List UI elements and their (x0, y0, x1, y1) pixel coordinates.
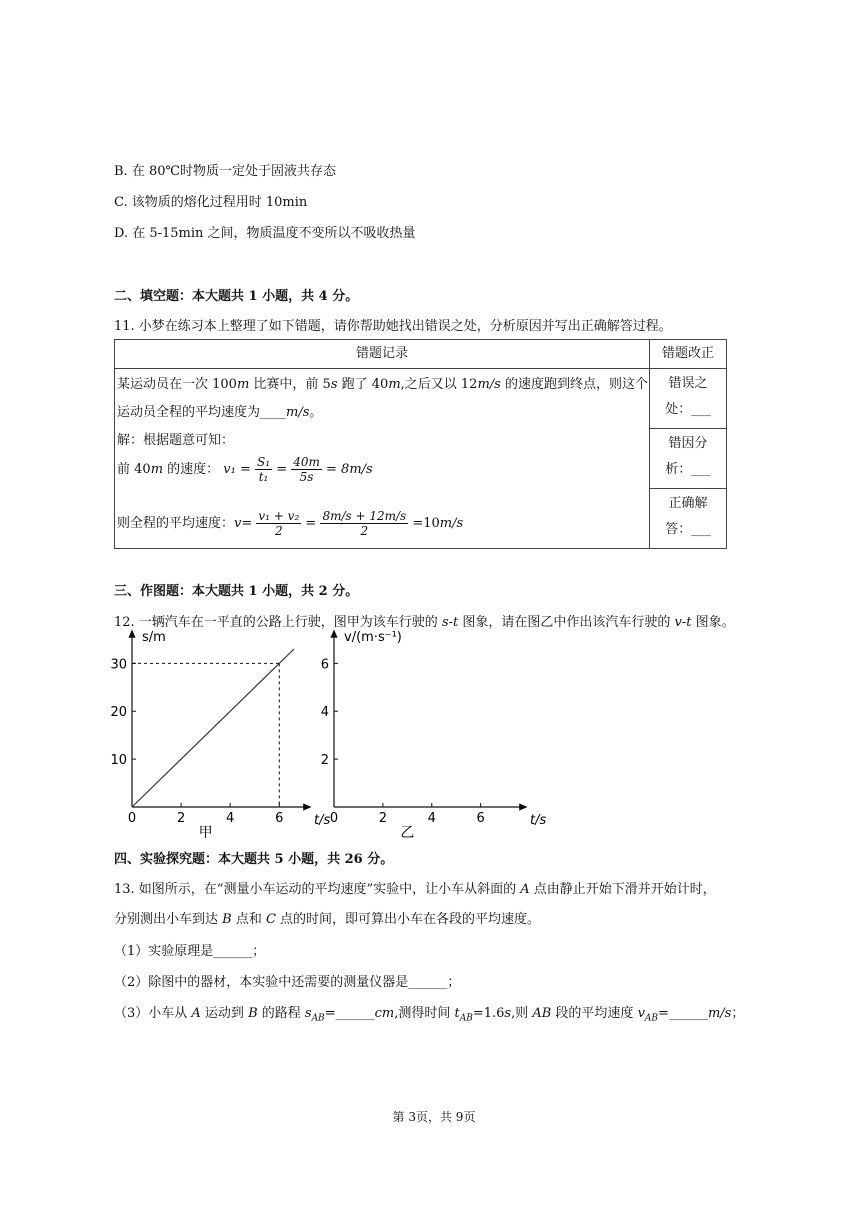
chart-st-graph (110, 630, 330, 841)
record-line-3: 解：根据题意可知： (117, 433, 235, 448)
q13-part-3: （3）小车从 A 运动到 B 的路程 $s_{AB}=\_\_\_\_\_\_cm$,测得时间 $t_{AB}=1.6s$,则 AB 段的平均速度 $v_{AB}=\_\_\_\_\_\_m/s$； (114, 1006, 745, 1024)
y-tick-label: 4 (320, 705, 329, 721)
fraction-s1-t1: $\frac{\text{S₁}}{\text{t₁}}$ (257, 455, 271, 484)
y-tick-label: 10 (110, 753, 127, 769)
y-tick-label: 20 (110, 705, 127, 721)
y-tick-label: 2 (320, 753, 329, 769)
x-tick-label: 2 (176, 811, 186, 826)
section-heading-experiment: 四、实验探究题：本大题共 5 小题，共 26 分。 (114, 852, 394, 867)
q12-stem: 12. 一辆汽车在一平直的公路上行驶，图甲为该车行驶的 s-t 图象，请在图乙中作出该汽车行驶的 v-t 图象。 (114, 615, 735, 630)
x-tick-label: 0 (329, 811, 339, 826)
x-tick-label: 6 (476, 811, 485, 826)
correction-error-location: 错误之 处：___ (650, 369, 727, 429)
page-footer: 第 3页，共 9页 (392, 1110, 476, 1124)
table-header-record: 错题记录 (115, 340, 650, 369)
series-line (132, 649, 294, 807)
record-line-5: 则全程的平均速度：v= $\frac{\text{v₁ + v₂}}{2}$ = $\frac{8m/s + 12m/s}{2}$ =10m/s (117, 509, 464, 538)
v1-symbol: v₁ = (223, 462, 251, 477)
chart-caption: 乙 (400, 825, 415, 841)
y-axis-label: s/m (142, 630, 166, 645)
q13-stem-line-2: 分别测出小车到达 B 点和 C 点的时间，即可算出小车在各段的平均速度。 (114, 912, 541, 927)
fraction-sum-2: $\frac{8m/s + 12m/s}{2}$ (322, 509, 407, 538)
section-heading-drawing: 三、作图题：本大题共 1 小题，共 2 分。 (114, 584, 359, 599)
correction-error-cause: 错因分 析：___ (650, 429, 727, 489)
record-line-2: 运动员全程的平均速度为____m/s。 (117, 405, 323, 420)
q13-part-1: （1）实验原理是______； (114, 944, 266, 959)
q13-part-2: （2）除图中的器材，本实验中还需要的测量仪器是______； (114, 975, 461, 990)
x-tick-label: 4 (226, 811, 235, 826)
y-tick-label: 30 (110, 657, 127, 673)
fraction-v1v2-2: $\frac{\text{v₁ + v₂}}{2}$ (258, 509, 300, 538)
record-line-4: 前 40m 的速度： v₁ = $\frac{\text{S₁}}{\text{t₁}}$ = $\frac{40m}{5s}$ = 8m/s (117, 455, 373, 484)
option-c: C. 该物质的熔化过程用时 10min (114, 195, 308, 210)
section-heading-fill-in: 二、填空题：本大题共 1 小题，共 4 分。 (114, 289, 359, 304)
table-header-correction: 错题改正 (650, 340, 727, 369)
correction-correct-answer: 正确解 答：___ (650, 489, 727, 549)
q13-stem-line-1: 13. 如图所示，在“测量小车运动的平均速度”实验中，让小车从斜面的 A 点由静止开始下滑并开始计时， (114, 882, 716, 897)
x-tick-label: 4 (427, 811, 436, 826)
fraction-40m-5s: $\frac{40m}{5s}$ (293, 455, 320, 484)
chart-caption: 甲 (198, 825, 213, 841)
y-axis-label: v/(m·s⁻¹) (344, 630, 402, 645)
y-tick-label: 6 (320, 657, 329, 673)
x-axis-label: t/s (314, 813, 331, 828)
x-tick-label: 2 (378, 811, 388, 826)
q11-stem: 11. 小梦在练习本上整理了如下错题，请你帮助她找出错误之处，分析原因并写出正确解答过程。 (114, 319, 672, 334)
x-tick-label: 0 (127, 811, 137, 826)
x-axis-label: t/s (530, 813, 547, 828)
record-line-1: 某运动员在一次 100m 比赛中，前 5s 跑了 40m,之后又以 12m/s 的速度跑到终点，则这个 (117, 377, 648, 392)
chart-vt-graph (321, 630, 547, 841)
x-tick-label: 6 (275, 811, 284, 826)
option-d: D. 在 5-15min 之间，物质温度不变所以不吸收热量 (114, 226, 416, 241)
option-b: B. 在 80℃时物质一定处于固液共存态 (114, 164, 337, 179)
